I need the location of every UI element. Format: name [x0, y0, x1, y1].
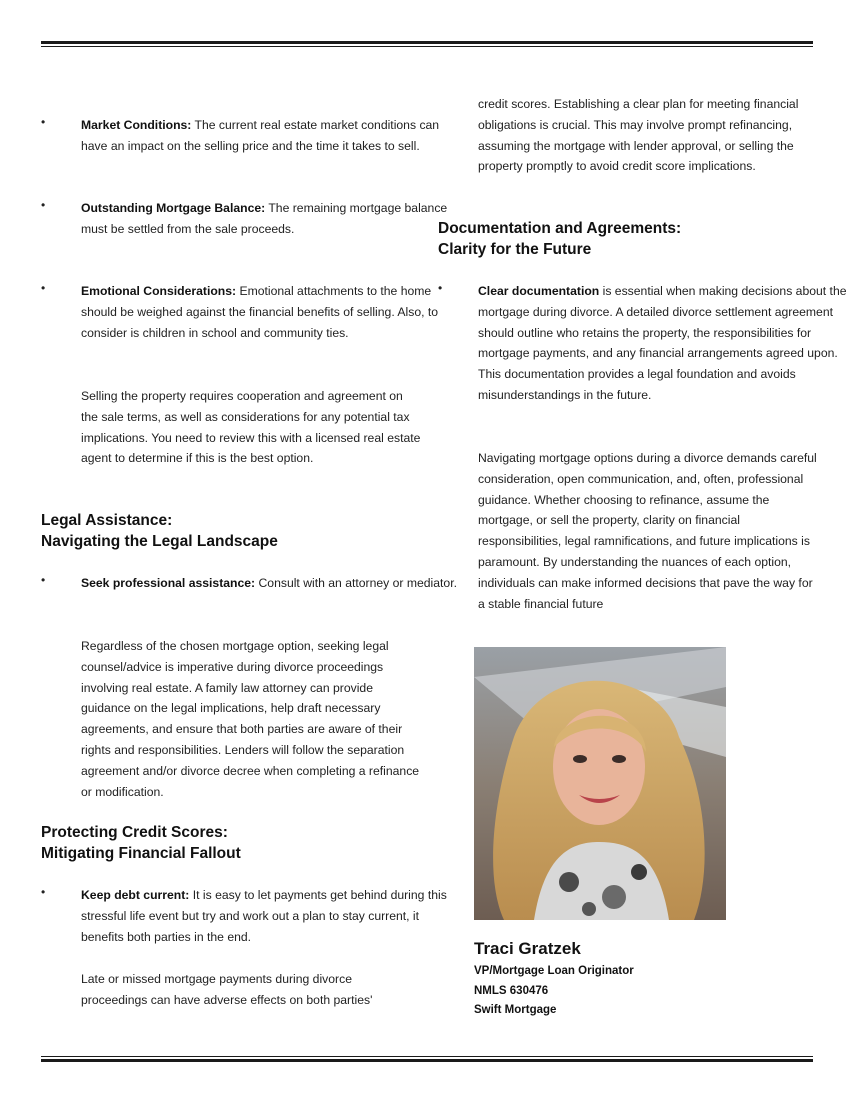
bullet-clear-documentation: • Clear documentation is essential when making decisions about the mortgage during divorce. A detailed divorce settlement agreement should outline who retains the property, the responsibilities for mortgage payments, and any financial arrangements agreed upon. This documentation provides a legal foundation and avoids misunderstandings in the future.: [438, 281, 847, 402]
bottom-rule: [41, 1056, 813, 1062]
bullet-market-conditions: • Market Conditions: The current real estate market conditions can have an impact on the selling price and the time it takes to sell.: [41, 115, 440, 153]
profile-title: VP/Mortgage Loan Originator: [474, 965, 634, 977]
bullet-emotional-considerations: • Emotional Considerations: Emotional attachments to the home should be weighed against the financial benefits of selling. Also, to consider is children in school and community ties.: [41, 281, 439, 340]
profile-company: Swift Mortgage: [474, 1004, 557, 1016]
bullet-mortgage-balance: • Outstanding Mortgage Balance: The remaining mortgage balance must be settled from the sale proceeds.: [41, 198, 448, 236]
credit-continued-paragraph: credit scores. Establishing a clear plan for meeting financial obligations is crucial. This may involve prompt refinancing, assuming the mortgage with lender approval, or selling the property promptly to avoid credit score implications.: [478, 97, 799, 174]
late-payments-paragraph: Late or missed mortgage payments during divorce proceedings can have adverse effects on both parties': [81, 972, 373, 1007]
bullet-icon: •: [41, 115, 46, 129]
credit-heading: Protecting Credit Scores: Mitigating Financial Fallout: [41, 824, 241, 862]
profile-name: Traci Gratzek: [474, 939, 581, 958]
profile-nmls: NMLS 630476: [474, 984, 549, 997]
bullet-keep-debt-current: • Keep debt current: It is easy to let payments get behind during this stressful life event but try and work out a plan to stay current, it benefits both parties in the end.: [41, 885, 447, 944]
regardless-paragraph: Regardless of the chosen mortgage option, seeking legal counsel/advice is imperative during divorce proceedings involving real estate. A family law attorney can provide guidance on the legal implications, help draft necessary agreements, and ensure that both parties are aware of their rights and responsibilities. Lenders will follow the separation agreement and/or divorce decree when completing a refinance or modification.: [81, 639, 420, 799]
portrait-image: [474, 647, 726, 920]
profile-photo: [474, 647, 726, 920]
legal-heading: Legal Assistance: Navigating the Legal Landscape: [41, 512, 278, 550]
bullet-icon: •: [41, 573, 46, 587]
bullet-icon: •: [41, 885, 46, 899]
bullet-icon: •: [41, 198, 46, 212]
bullet-icon: •: [41, 281, 46, 295]
top-rule: [41, 41, 813, 47]
bullet-seek-assistance: • Seek professional assistance: Consult with an attorney or mediator.: [41, 573, 457, 590]
bullet-icon: •: [438, 281, 443, 295]
navigating-paragraph: Navigating mortgage options during a divorce demands careful consideration, open communication, and, often, professional guidance. Whether choosing to refinance, assume the mortgage, or sell the property, clarity on financial responsibilities, legal ramnifications, and future implications is paramount. By understanding the nuances of each option, individuals can make informed decisions that pave the way for a stable financial future: [478, 451, 817, 611]
documentation-heading: Documentation and Agreements: Clarity for the Future: [438, 220, 682, 258]
selling-paragraph: Selling the property requires cooperation and agreement on the sale terms, as well as considerations for any potential tax implications. You need to review this with a licensed real estate agent to determine if this is the best option.: [81, 389, 421, 466]
profile-credentials: [474, 962, 634, 1021]
